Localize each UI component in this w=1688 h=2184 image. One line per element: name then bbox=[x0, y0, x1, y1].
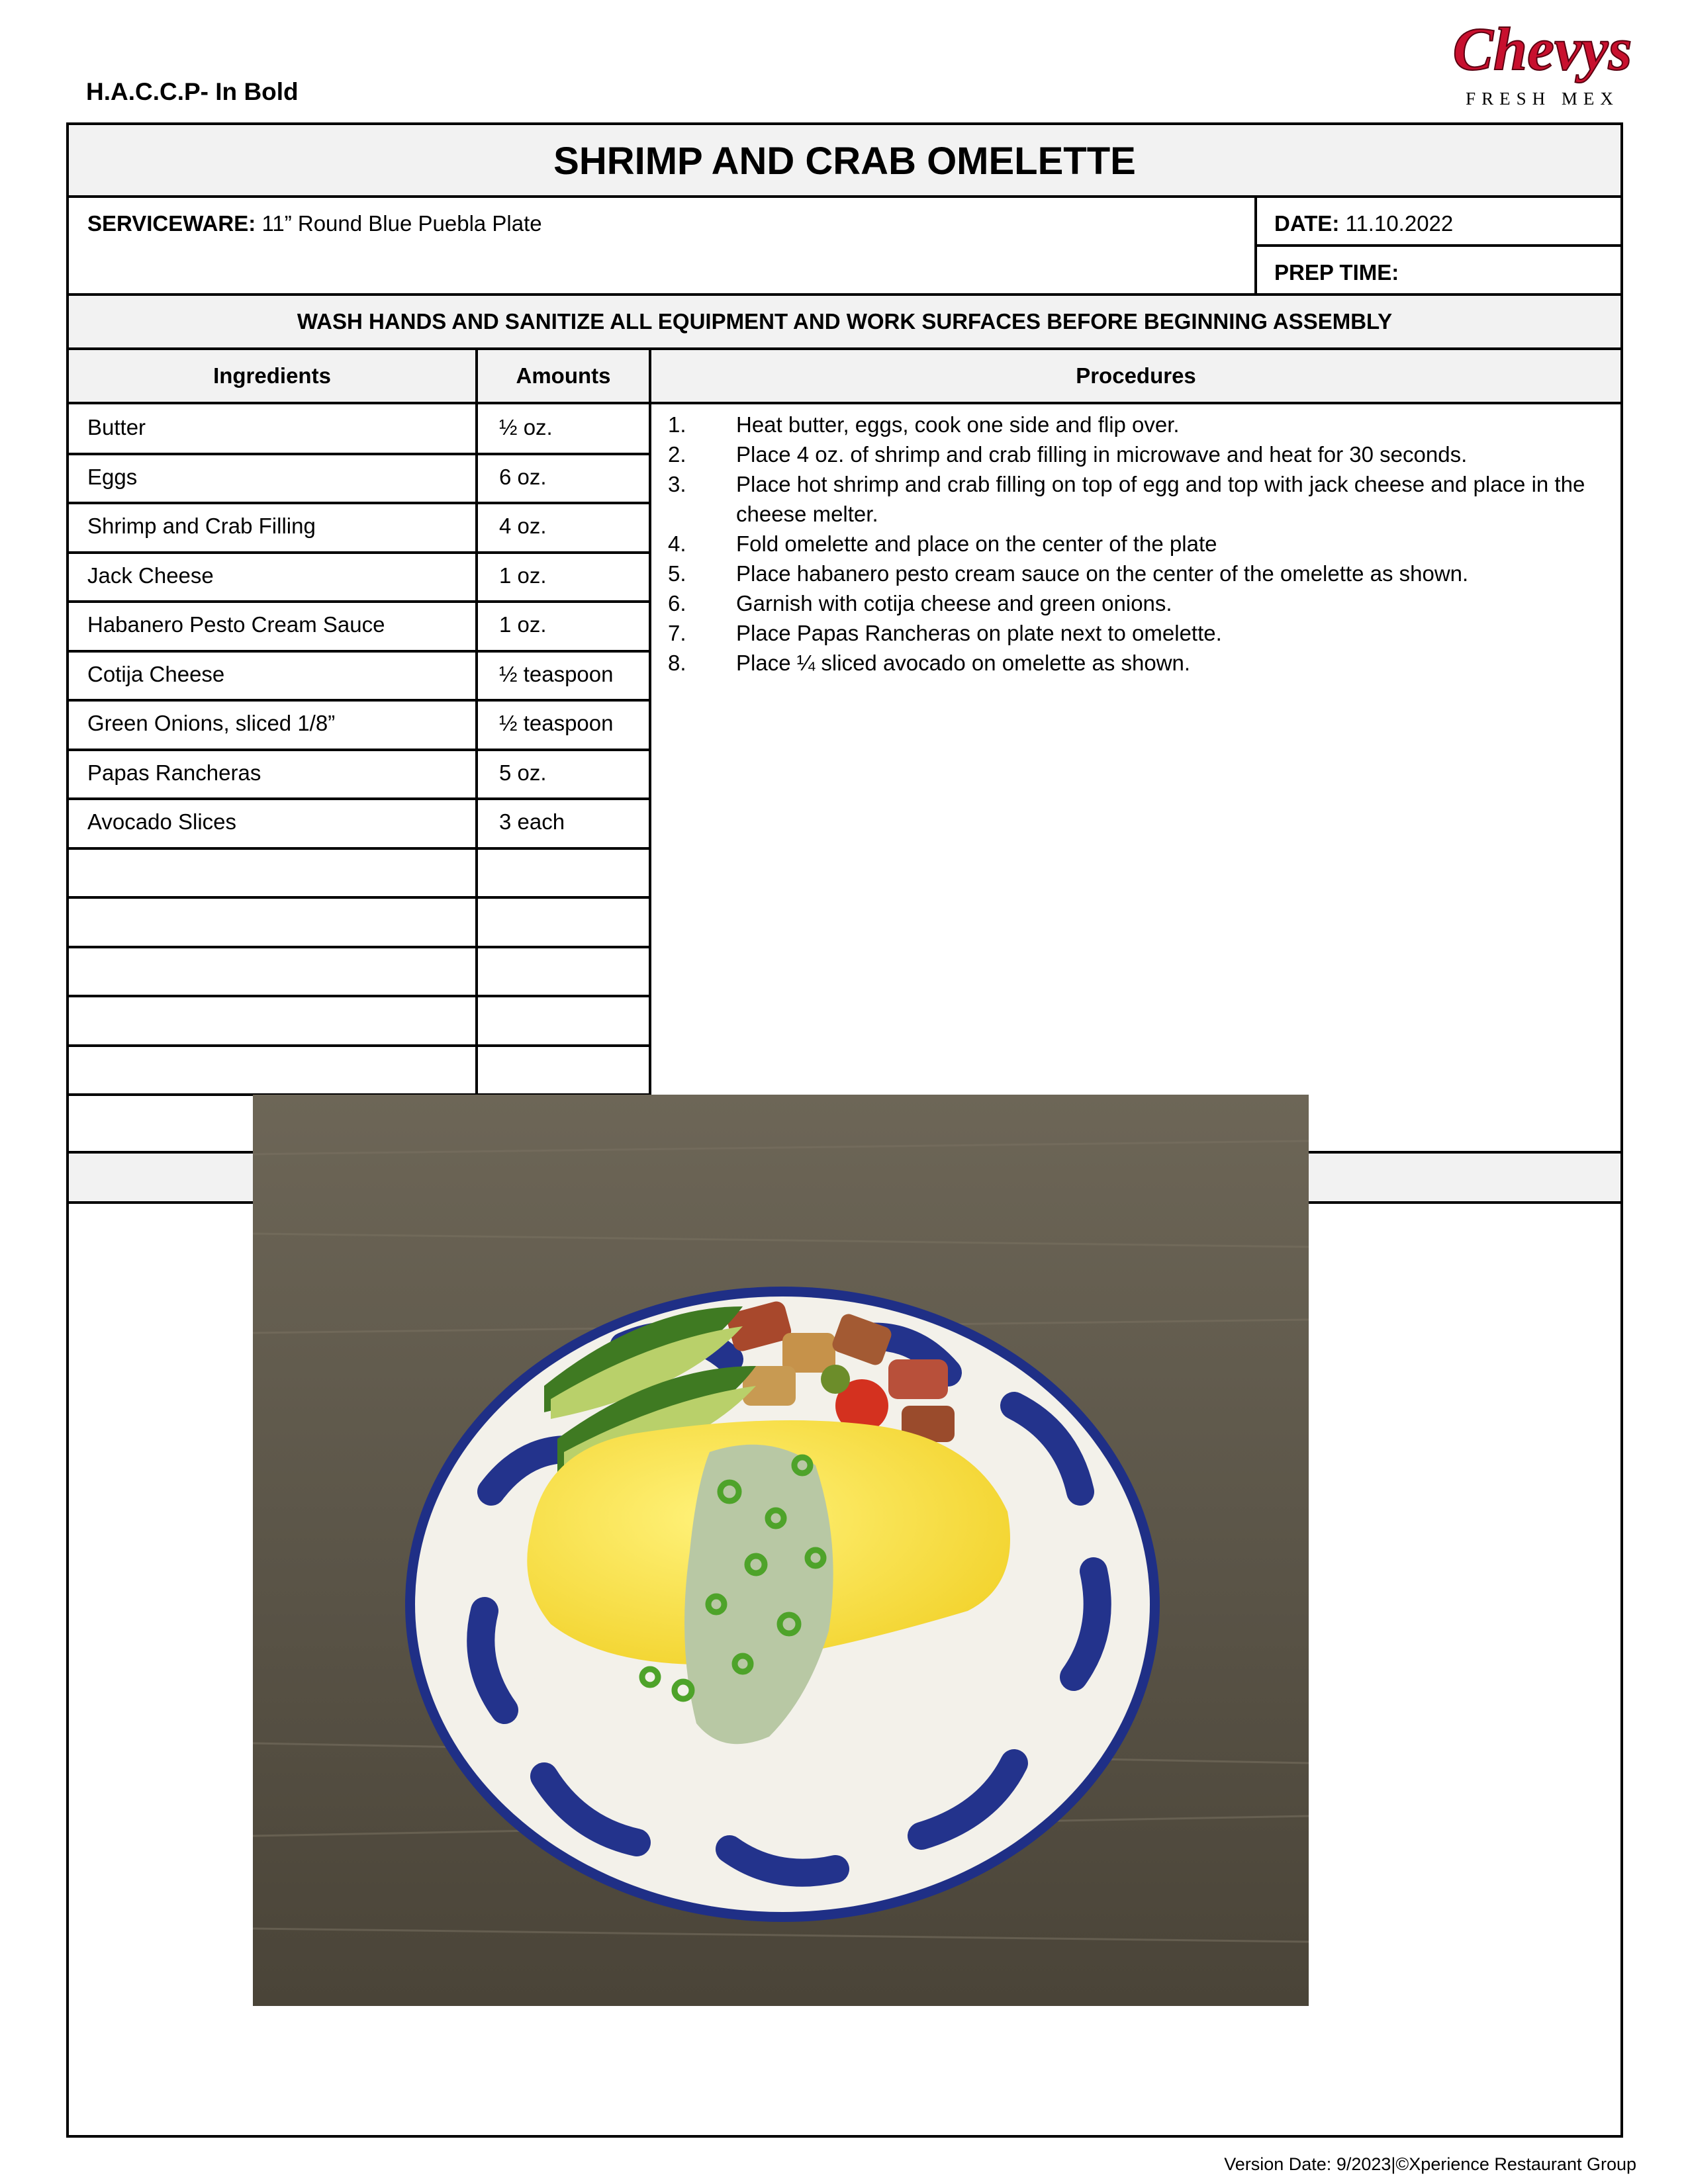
ingredient-amount: 4 oz. bbox=[499, 514, 547, 538]
ingredient-name: Shrimp and Crab Filling bbox=[87, 514, 316, 538]
ingredient-amount bbox=[481, 947, 649, 997]
procedure-step-number: 4. bbox=[668, 531, 686, 556]
ingredient-name: Eggs bbox=[87, 464, 138, 489]
procedure-step-text: Place hot shrimp and crab filling on top of egg and top with jack cheese and place in the cheese melter. bbox=[736, 472, 1585, 526]
procedure-step bbox=[668, 469, 1608, 529]
ingredient-amount: ½ oz. bbox=[499, 415, 553, 439]
ingredient-amount: 3 each bbox=[499, 809, 565, 834]
date-value: 11.10.2022 bbox=[1345, 211, 1454, 236]
ingredient-amount: 1 oz. bbox=[499, 612, 547, 637]
procedure-step-number: 3. bbox=[668, 472, 686, 496]
procedure-step bbox=[668, 588, 1608, 618]
ingredient-name: Cotija Cheese bbox=[87, 661, 225, 686]
logo-wordmark: Chevys bbox=[1453, 15, 1632, 83]
ingredient-amount: ½ teaspoon bbox=[499, 661, 614, 686]
ingredient-amount: 5 oz. bbox=[499, 760, 547, 785]
procedure-list bbox=[668, 410, 1608, 678]
ingredient-amount: ½ teaspoon bbox=[499, 711, 614, 735]
ingredient-name bbox=[69, 897, 475, 947]
ingredient-name: Avocado Slices bbox=[87, 809, 237, 834]
date-label: DATE: bbox=[1274, 211, 1340, 236]
procedure-step bbox=[668, 439, 1608, 469]
amounts-header: Amounts bbox=[478, 350, 651, 404]
procedure-step-number: 8. bbox=[668, 651, 686, 675]
procedure-step bbox=[668, 559, 1608, 588]
procedure-step bbox=[668, 529, 1608, 559]
date-cell bbox=[1257, 198, 1620, 247]
ingredient-name bbox=[69, 1046, 475, 1095]
haccp-note: H.A.C.C.P- In Bold bbox=[86, 78, 299, 105]
serviceware-cell bbox=[69, 198, 1257, 296]
ingredient-name: Green Onions, sliced 1/8” bbox=[87, 711, 336, 735]
procedure-step-number: 1. bbox=[668, 412, 686, 437]
ingredient-name: Papas Rancheras bbox=[87, 760, 261, 785]
procedure-step-number: 7. bbox=[668, 621, 686, 645]
ingredient-name: Butter bbox=[87, 415, 146, 439]
ingredient-amount bbox=[481, 897, 649, 947]
procedure-step bbox=[668, 410, 1608, 439]
prep-time-label: PREP TIME: bbox=[1274, 260, 1399, 285]
serviceware-value: 11” Round Blue Puebla Plate bbox=[261, 211, 542, 236]
ingredient-name: Habanero Pesto Cream Sauce bbox=[87, 612, 385, 637]
procedure-step-text: Fold omelette and place on the center of the plate bbox=[736, 531, 1217, 556]
ingredient-amount bbox=[481, 848, 649, 898]
version-footer: Version Date: 9/2023|©Xperience Restaurant Group bbox=[1224, 2154, 1636, 2174]
procedure-step-text: Heat butter, eggs, cook one side and flip over. bbox=[736, 412, 1180, 437]
ingredient-amount bbox=[481, 996, 649, 1046]
ingredient-name bbox=[69, 996, 475, 1046]
ingredient-amount bbox=[481, 1046, 649, 1095]
ingredient-name bbox=[69, 848, 475, 898]
ingredient-name: Jack Cheese bbox=[87, 563, 214, 588]
chevys-logo bbox=[1453, 7, 1632, 113]
procedure-step-text: Place habanero pesto cream sauce on the center of the omelette as shown. bbox=[736, 561, 1469, 586]
logo-tagline: FRESH MEX bbox=[1466, 89, 1619, 109]
prep-time-cell bbox=[1257, 247, 1620, 296]
wash-notice: WASH HANDS AND SANITIZE ALL EQUIPMENT AND WORK SURFACES BEFORE BEGINNING ASSEMBLY bbox=[69, 296, 1620, 350]
procedure-step-text: Garnish with cotija cheese and green onions. bbox=[736, 591, 1172, 615]
serviceware-label: SERVICEWARE: bbox=[87, 211, 256, 236]
procedure-step-text: Place Papas Rancheras on plate next to omelette. bbox=[736, 621, 1222, 645]
ingredient-amount: 6 oz. bbox=[499, 464, 547, 489]
amount-col-divider bbox=[649, 350, 651, 1144]
procedure-step bbox=[668, 618, 1608, 648]
recipe-sheet bbox=[66, 122, 1623, 2138]
procedure-step-number: 6. bbox=[668, 591, 686, 615]
procedure-step-number: 5. bbox=[668, 561, 686, 586]
ingredient-amount: 1 oz. bbox=[499, 563, 547, 588]
procedure-step-text: Place 4 oz. of shrimp and crab filling in microwave and heat for 30 seconds. bbox=[736, 442, 1468, 467]
ingredient-name bbox=[69, 947, 475, 997]
procedure-step-text: Place ¼ sliced avocado on omelette as shown. bbox=[736, 651, 1191, 675]
procedure-step bbox=[668, 648, 1608, 678]
ingredients-header: Ingredients bbox=[69, 350, 478, 404]
procedure-step-number: 2. bbox=[668, 442, 686, 467]
recipe-title: SHRIMP AND CRAB OMELETTE bbox=[69, 125, 1620, 198]
ingredient-col-divider bbox=[475, 404, 478, 1144]
procedures-header: Procedures bbox=[651, 350, 1620, 404]
plated-dish-photo bbox=[253, 1095, 1309, 2006]
